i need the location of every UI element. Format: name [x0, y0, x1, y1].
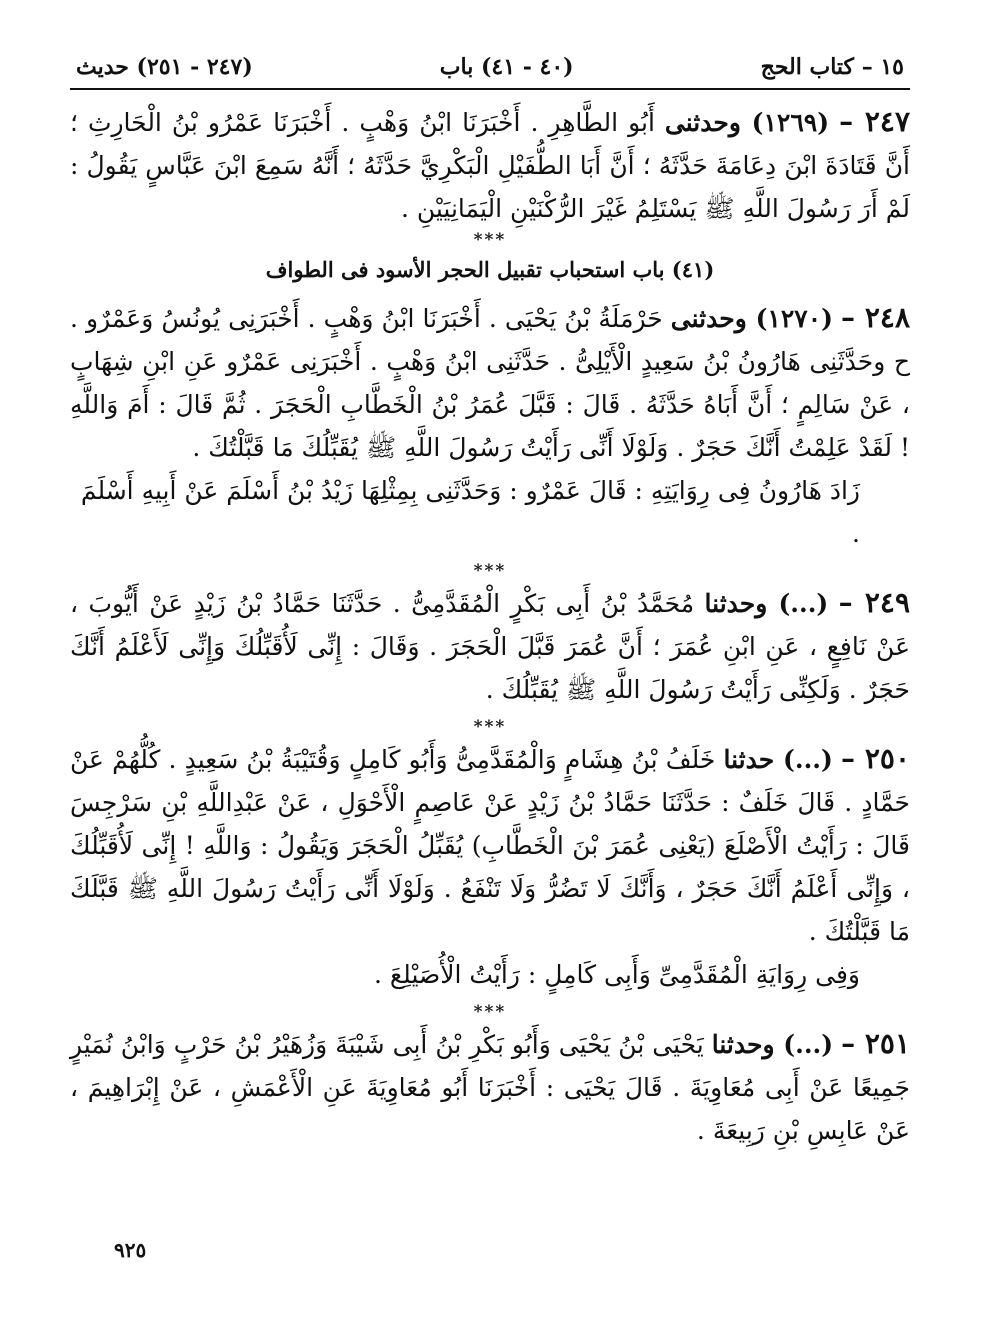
- chapter-title: (٤١) باب استحباب تقبيل الحجر الأسود فى الطواف: [265, 257, 715, 282]
- hadith-number: ٢٤٧ –: [839, 105, 911, 138]
- hadith-text: يَحْيَى بْنُ يَحْيَى وَأَبُو بَكْرِ بْنُ أَبِى شَيْبَةَ وَزُهَيْرُ بْنُ حَرْبٍ وَابْنُ نُمَيْرٍ جَمِيعًا عَنْ أَبِى مُعَاوِيَةَ . قَالَ يَحْيَى : أَخْبَرَنَا أَبُو مُعَاوِيَةَ عَنِ الْأَعْمَشِ ، عَنْ إِبْرَاهِيمَ ، عَنْ عَابِسِ بْنِ رَبِيعَةَ .: [70, 1030, 910, 1145]
- separator: ***: [473, 717, 507, 737]
- hadith-number: ٢٤٩ –: [838, 586, 911, 619]
- hadith-intro: (...) حدثنا: [723, 745, 833, 774]
- page-body: [70, 90, 910, 1152]
- hadith-text: أَبُو الطَّاهِرِ . أَخْبَرَنَا ابْنُ وَهْبٍ . أَخْبَرَنَا عَمْرُو بْنُ الْحَارِثِ ؛ أَنَّ قَتَادَةَ ابْنَ دِعَامَةَ حَدَّثَهُ ؛ أَنَّ أَبَا الطُّفَيْلِ الْبَكْرِيَّ حَدَّثَهُ ؛ أَنَّهُ سَمِعَ ابْنَ عَبَّاسٍ يَقُولُ : لَمْ أَرَ رَسُولَ اللَّهِ ﷺ يَسْتَلِمُ غَيْرَ الرُّكْنَيْنِ الْيَمَانِيَيْنِ .: [70, 108, 910, 223]
- separator: ***: [473, 561, 507, 581]
- hadith-intro: (١٢٦٩) وحدثنى: [664, 108, 830, 137]
- header-chapter-range: (٤٠ - ٤١) باب: [439, 54, 574, 80]
- hadith-248: [70, 296, 910, 469]
- hadith-247: [70, 100, 910, 230]
- hadith-text: خَلَفُ بْنُ هِشَامٍ وَالْمُقَدَّمِىُّ وَأَبُو كَامِلٍ وَقُتَيْبَةُ بْنُ سَعِيدٍ . كُلُّهُمْ عَنْ حَمَّادٍ . قَالَ خَلَفٌ : حَدَّثَنَا حَمَّادُ بْنُ زَيْدٍ عَنْ عَاصِمٍ الْأَحْوَلِ ، عَنْ عَبْدِاللَّهِ بْنِ سَرْجِسَ قَالَ : رَأَيْتُ الْأَصْلَعَ (يَعْنِى عُمَرَ بْنَ الْخَطَّابِ) يُقَبِّلُ الْحَجَرَ وَيَقُولُ : وَاللَّهِ ! إِنِّى لَأُقَبِّلُكَ ، وَإِنِّى أَعْلَمُ أَنَّكَ حَجَرٌ ، وَأَنَّكَ لَا تَضُرُّ وَلَا تَنْفَعُ . وَلَوْلَا أَنِّى رَأَيْتُ رَسُولَ اللَّهِ ﷺ قَبَّلَكَ مَا قَبَّلْتُكَ .: [70, 745, 910, 946]
- hadith-number: ٢٥١ –: [841, 1027, 910, 1060]
- page: [70, 50, 910, 1152]
- header-hadith-range: (٢٤٧ - ٢٥١) حديث: [76, 54, 253, 80]
- hadith-intro: (...) وحدثنا: [711, 1030, 834, 1059]
- hadith-250: [70, 737, 910, 953]
- hadith-note: زَادَ هَارُونُ فِى رِوَايَتِهِ : قَالَ عَمْرٌو : وَحَدَّثَنِى بِمِثْلِهَا زَيْدُ بْنُ أَسْلَمَ عَنْ أَبِيهِ أَسْلَمَ .: [80, 476, 860, 548]
- hadith-text: مُحَمَّدُ بْنُ أَبِى بَكْرٍ الْمُقَدَّمِىُّ . حَدَّثَنَا حَمَّادُ بْنُ زَيْدٍ عَنْ أَيُّوبَ ، عَنْ نَافِعٍ ، عَنِ ابْنِ عُمَرَ ؛ أَنَّ عُمَرَ قَبَّلَ الْحَجَرَ . وَقَالَ : إِنِّى لَأُقَبِّلُكَ وَإِنِّى لَأَعْلَمُ أَنَّكَ حَجَرٌ . وَلَكِنِّى رَأَيْتُ رَسُولَ اللَّهِ ﷺ يُقَبِّلُكَ .: [70, 589, 910, 704]
- hadith-intro: (١٢٧٠) وحدثنى: [670, 304, 833, 333]
- hadith-intro: (...) وحدثنا: [704, 589, 829, 618]
- hadith-note: وَفِى رِوَايَةِ الْمُقَدَّمِىِّ وَأَبِى كَامِلٍ : رَأَيْتُ الْأُصَيْلِعَ .: [373, 960, 860, 989]
- hadith-text: حَرْمَلَةُ بْنُ يَحْيَى . أَخْبَرَنَا ابْنُ وَهْبٍ . أَخْبَرَنِى يُونُسُ وَعَمْرٌو . ح وحَدَّثَنِى هَارُونُ بْنُ سَعِيدٍ الْأَيْلِىُّ . حَدَّثَنِى ابْنُ وَهْبٍ . أَخْبَرَنِى عَمْرٌو عَنِ ابْنِ شِهَابٍ ، عَنْ سَالِمٍ ؛ أَنَّ أَبَاهُ حَدَّثَهُ . قَالَ : قَبَّلَ عُمَرُ بْنُ الْخَطَّابِ الْحَجَرَ . ثُمَّ قَالَ : أَمَ وَاللَّهِ ! لَقَدْ عَلِمْتُ أَنَّكَ حَجَرٌ . وَلَوْلَا أَنِّى رَأَيْتُ رَسُولَ اللَّهِ ﷺ يُقَبِّلُكَ مَا قَبَّلْتُكَ .: [70, 304, 910, 462]
- section-separator: ***: [473, 230, 507, 250]
- hadith-number: ٢٤٨ –: [841, 301, 910, 334]
- header-book-title: ١٥ – كتاب الحج: [760, 54, 904, 80]
- page-number: ٩٢٥: [114, 1238, 147, 1262]
- hadith-251: [70, 1022, 910, 1152]
- running-header: [70, 50, 910, 90]
- hadith-number: ٢٥٠ –: [840, 742, 911, 775]
- hadith-249: [70, 581, 910, 711]
- separator: ***: [473, 1002, 507, 1022]
